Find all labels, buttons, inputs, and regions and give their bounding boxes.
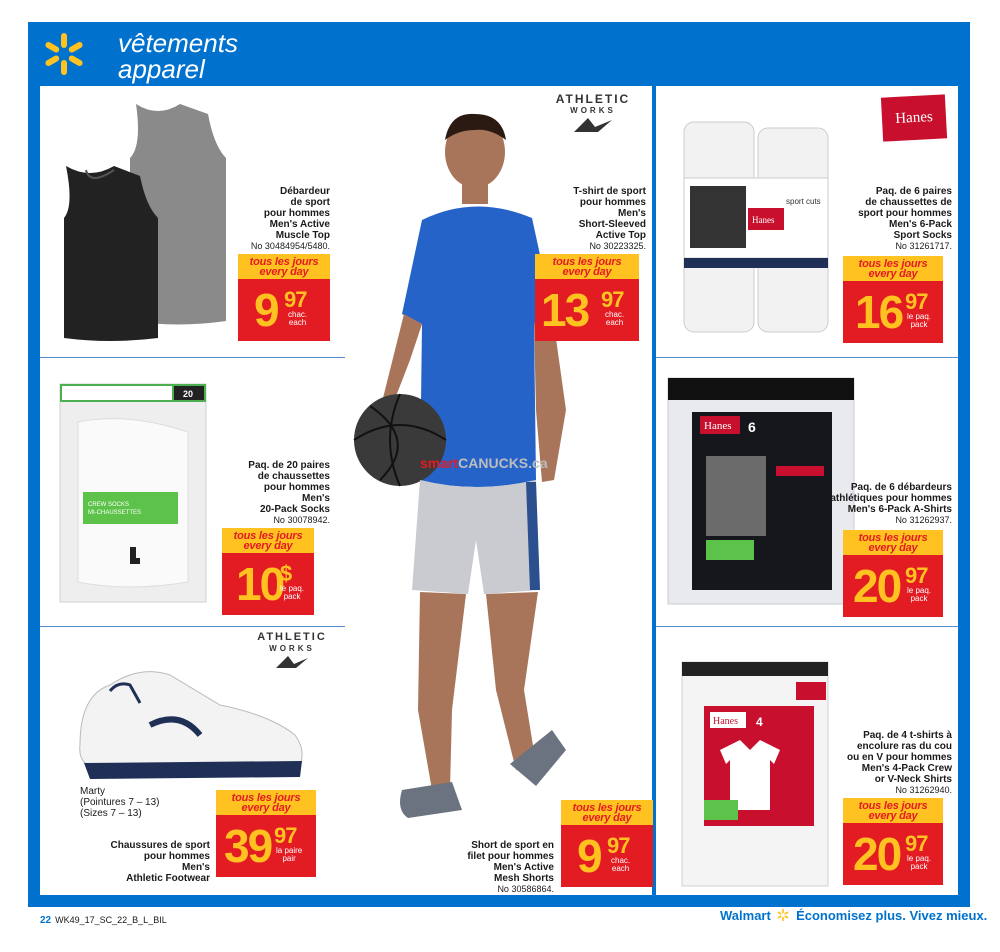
a-shirts-package-image-icon [666, 376, 856, 606]
product-sku: No 31262937. [895, 515, 952, 525]
sport-socks-image-icon [678, 118, 838, 338]
product-name-line: athlétiques pour hommes [830, 493, 952, 504]
product-name-line: Short de sport en [471, 840, 554, 851]
product-name-line: Men's Active [269, 219, 330, 230]
product-name-line: de chaussettes [257, 471, 330, 482]
price-main: 9 [577, 830, 601, 882]
divider [40, 626, 345, 627]
svg-text:6: 6 [748, 419, 756, 435]
sneaker-image-icon [70, 655, 310, 785]
tshirts-package-image-icon [680, 660, 830, 888]
svg-text:Hanes: Hanes [704, 420, 732, 432]
product-name-line: Men's 4-Pack Crew [861, 763, 952, 774]
walmart-spark-icon [776, 908, 790, 922]
price-main: 20 [853, 828, 901, 880]
muscle-top-image-icon [58, 96, 248, 346]
section-title-fr: vêtements [118, 28, 238, 58]
watermark: smartCANUCKS.ca [420, 455, 548, 471]
price-cents: 97 [607, 833, 630, 858]
product-name-line: de chaussettes de [865, 197, 952, 208]
price-tag: tous les jours every day 20 97 le paq. pack [843, 530, 943, 617]
product-model: Marty [80, 786, 105, 797]
product-name-line: Mesh Shorts [493, 873, 554, 884]
divider [656, 626, 958, 627]
divider [656, 357, 958, 358]
product-name-line: pour hommes [263, 482, 330, 493]
price-cents: 97 [905, 831, 928, 856]
product-name-line: Muscle Top [275, 230, 330, 241]
product-name-line: filet pour hommes [467, 851, 554, 862]
page-number: 22 [40, 915, 52, 926]
product-name-line: pour hommes [579, 197, 646, 208]
product-name-line: Paq. de 20 paires [248, 460, 330, 471]
product-sku: No 31262940. [895, 785, 952, 795]
product-name-line: Active Top [595, 230, 646, 241]
price-main: 20 [853, 560, 901, 612]
product-name-line: Short-Sleeved [578, 219, 646, 230]
svg-text:sport cuts: sport cuts [786, 197, 821, 206]
price-tag: tous les jours every day 20 97 le paq. pack [843, 798, 943, 885]
price-tag: tous les jours every day 13 97 chac. each [535, 254, 639, 341]
product-name-line: Débardeur [279, 186, 330, 197]
price-main: 13 [541, 284, 589, 336]
footer-brand [720, 908, 987, 923]
product-name-line: encolure ras du cou [856, 741, 952, 752]
product-name-line: Chaussures de sport [110, 840, 210, 851]
section-title-en: apparel [118, 54, 205, 84]
footer-code [40, 915, 167, 926]
product-name-line: Men's 6-Pack [889, 219, 952, 230]
product-name-line: Men's [618, 208, 646, 219]
slogan: Économisez plus. Vivez mieux. [796, 908, 988, 923]
flyer-code: WK49_17_SC_22_B_L_BIL [55, 915, 167, 925]
product-sku: No 30078942. [273, 515, 330, 525]
product-name-line: Men's Active [493, 862, 554, 873]
price-cents: 97 [905, 563, 928, 588]
product-name-line: or V-Neck Shirts [874, 774, 952, 785]
product-sku: No 30223325. [589, 241, 646, 251]
price-cents: $ [280, 561, 292, 586]
product-name-line: 20-Pack Socks [259, 504, 330, 515]
product-name-line: Athletic Footwear [126, 873, 210, 884]
product-sizes: (Sizes 7 – 13) [80, 808, 142, 819]
product-name-line: Sport Socks [893, 230, 952, 241]
price-cents: 97 [284, 287, 307, 312]
product-sku: No 30484954/5480. [250, 241, 330, 251]
price-main: 10 [236, 558, 284, 610]
product-sku: No 31261717. [895, 241, 952, 251]
price-main: 9 [254, 284, 278, 336]
product-name-line: Paq. de 6 paires [875, 186, 952, 197]
walmart-spark-icon [40, 30, 88, 78]
product-name-line: Men's [302, 493, 330, 504]
price-main: 16 [855, 286, 903, 338]
product-name-line: ou en V pour hommes [846, 752, 952, 763]
price-cents: 97 [274, 823, 297, 848]
product-sizes: (Pointures 7 – 13) [80, 797, 160, 808]
product-name-line: sport pour hommes [858, 208, 952, 219]
walmart-wordmark: Walmart [720, 908, 771, 923]
price-tag: tous les jours every day 16 97 le paq. pack [843, 256, 943, 343]
svg-text:MI-CHAUSSETTES: MI-CHAUSSETTES [88, 510, 142, 516]
svg-text:CREW SOCKS: CREW SOCKS [88, 502, 130, 508]
svg-text:Hanes: Hanes [713, 716, 738, 727]
product-name-line: de sport [290, 197, 330, 208]
price-cents: 97 [601, 287, 624, 312]
product-name-line: Paq. de 4 t-shirts à [863, 730, 952, 741]
product-sku: No 30586864. [497, 884, 554, 894]
product-name-line: Men's 6-Pack A-Shirts [847, 504, 952, 515]
product-name-line: pour hommes [143, 851, 210, 862]
athletic-works-logo: ATHLETIC WORKS [548, 94, 638, 136]
socks-package-image-icon [58, 382, 208, 604]
price-tag: tous les jours every day 9 97 chac. each [561, 800, 653, 887]
product-name-line: pour hommes [263, 208, 330, 219]
svg-text:20: 20 [183, 389, 194, 399]
athletic-works-logo: ATHLETIC WORKS [252, 632, 332, 673]
price-tag: tous les jours every day 39 97 la paire pair [216, 790, 316, 877]
product-name-line: Paq. de 6 débardeurs [850, 482, 952, 493]
divider [40, 357, 345, 358]
hanes-logo: Hanes [881, 94, 947, 141]
svg-text:4: 4 [756, 715, 763, 729]
price-cents: 97 [905, 289, 928, 314]
price-tag: tous les jours every day 10 $ le paq. pack [222, 528, 314, 615]
product-name-line: T-shirt de sport [573, 186, 646, 197]
price-tag: tous les jours every day 9 97 chac. each [238, 254, 330, 341]
svg-text:Hanes: Hanes [752, 215, 775, 225]
product-name-line: Men's [182, 862, 210, 873]
price-main: 39 [224, 820, 272, 872]
